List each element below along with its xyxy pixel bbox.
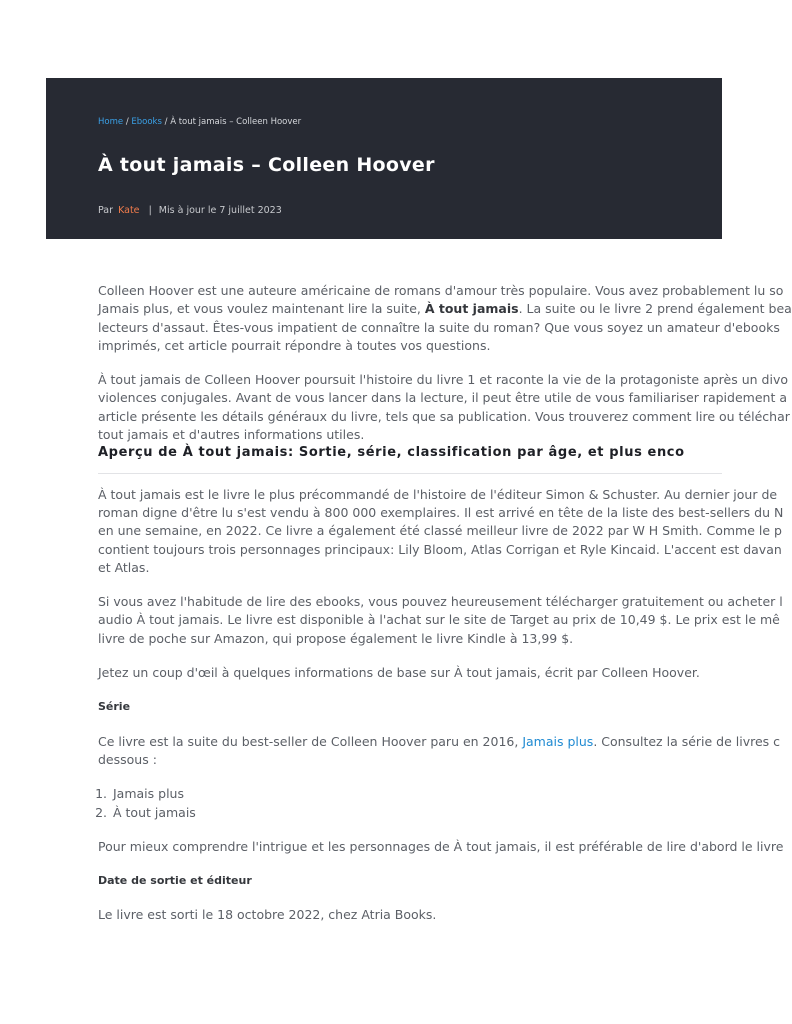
breadcrumb bbox=[98, 117, 301, 127]
text-line bbox=[98, 733, 781, 751]
text-line: violences conjugales. Avant de vous lancer dans la lecture, il peut être utile de vous familiariser rapidement a bbox=[98, 390, 787, 406]
text-line: lecteurs d'assaut. Êtes-vous impatient de connaître la suite du roman? Que vous soyez un amateur d'ebooks bbox=[98, 319, 780, 335]
info-intro-paragraph: Jetez un coup d'œil à quelques informations de base sur À tout jamais, écrit par Colleen Hoover. bbox=[98, 665, 700, 681]
article-body bbox=[98, 282, 792, 941]
text-segment: Jamais plus, et vous voulez maintenant lire la suite, bbox=[98, 301, 425, 317]
text-segment: Ce livre est la suite du best-seller de Colleen Hoover paru en 2016, bbox=[98, 733, 523, 749]
breadcrumb-separator: / bbox=[164, 117, 168, 127]
text-line bbox=[98, 300, 792, 318]
text-line: contient toujours trois personnages principaux: Lily Bloom, Atlas Corrigan et Ryle Kincaid. L'accent est davan bbox=[98, 541, 782, 557]
release-heading: Date de sortie et éditeur bbox=[98, 874, 252, 888]
meta-divider: | bbox=[148, 205, 152, 216]
jamais-plus-link[interactable]: Jamais plus bbox=[522, 733, 594, 749]
intro-paragraph bbox=[98, 282, 792, 355]
updated-date: Mis à jour le 7 juillet 2023 bbox=[158, 205, 282, 216]
by-label: Par bbox=[98, 205, 114, 216]
text-line: Colleen Hoover est une auteure américaine de romans d'amour très populaire. Vous avez probablement lu so bbox=[98, 283, 784, 298]
ebook-paragraph bbox=[98, 593, 783, 648]
serie-paragraph bbox=[98, 733, 781, 770]
breadcrumb-home-link[interactable]: Home bbox=[98, 117, 124, 127]
list-item: 2. À tout jamais bbox=[111, 804, 722, 822]
text-line: livre de poche sur Amazon, qui propose également le livre Kindle à 13,99 $. bbox=[98, 630, 574, 646]
text-line: À tout jamais est le livre le plus précommandé de l'histoire de l'éditeur Simon & Schuster. Au dernier jour de bbox=[98, 486, 778, 502]
text-line: imprimés, cet article pourrait répondre à toutes vos questions. bbox=[98, 337, 491, 353]
reading-order-paragraph: Pour mieux comprendre l'intrigue et les personnages de À tout jamais, il est préférable de lire d'abord le livre bbox=[98, 838, 784, 854]
text-line: roman digne d'être lu s'est vendu à 800 000 exemplaires. Il est arrivé en tête de la liste des best-sellers du N bbox=[98, 504, 784, 520]
breadcrumb-separator: / bbox=[125, 117, 129, 127]
breadcrumb-ebooks-link[interactable]: Ebooks bbox=[131, 117, 162, 127]
section-heading: Aperçu de À tout jamais: Sortie, série, classification par âge, et plus enco bbox=[98, 444, 722, 473]
page-title: À tout jamais – Colleen Hoover bbox=[98, 154, 435, 176]
text-line: article présente les détails généraux du livre, tels que sa publication. Vous trouverez comment lire ou téléchar bbox=[98, 408, 790, 424]
text-segment: . La suite ou le livre 2 prend également bea bbox=[518, 301, 792, 317]
text-line: dessous : bbox=[98, 751, 157, 767]
article-header bbox=[46, 78, 722, 239]
series-list bbox=[98, 785, 722, 822]
text-line: Si vous avez l'habitude de lire des ebooks, vous pouvez heureusement télécharger gratuitement ou acheter l bbox=[98, 594, 783, 610]
serie-heading: Série bbox=[98, 700, 131, 714]
release-paragraph: Le livre est sorti le 18 octobre 2022, chez Atria Books. bbox=[98, 907, 437, 923]
text-segment: . Consultez la série de livres c bbox=[593, 733, 781, 749]
text-line: tout jamais et d'autres informations utiles. bbox=[98, 427, 365, 443]
author-link[interactable]: Kate bbox=[118, 205, 140, 216]
post-meta bbox=[98, 205, 282, 216]
overview-paragraph bbox=[98, 486, 784, 577]
book-title-bold: À tout jamais bbox=[424, 301, 519, 317]
text-line: audio À tout jamais. Le livre est disponible à l'achat sur le site de Target au prix de 10,49 $. Le prix est le mê bbox=[98, 612, 780, 628]
text-line: À tout jamais de Colleen Hoover poursuit l'histoire du livre 1 et raconte la vie de la protagoniste après un divo bbox=[98, 372, 788, 388]
text-line: en une semaine, en 2022. Ce livre a également été classé meilleur livre de 2022 par W H Smith. Comme le p bbox=[98, 523, 782, 539]
breadcrumb-current: À tout jamais – Colleen Hoover bbox=[170, 117, 302, 127]
text-line: et Atlas. bbox=[98, 559, 150, 575]
list-item: 1. Jamais plus bbox=[111, 785, 722, 803]
summary-paragraph bbox=[98, 371, 790, 444]
